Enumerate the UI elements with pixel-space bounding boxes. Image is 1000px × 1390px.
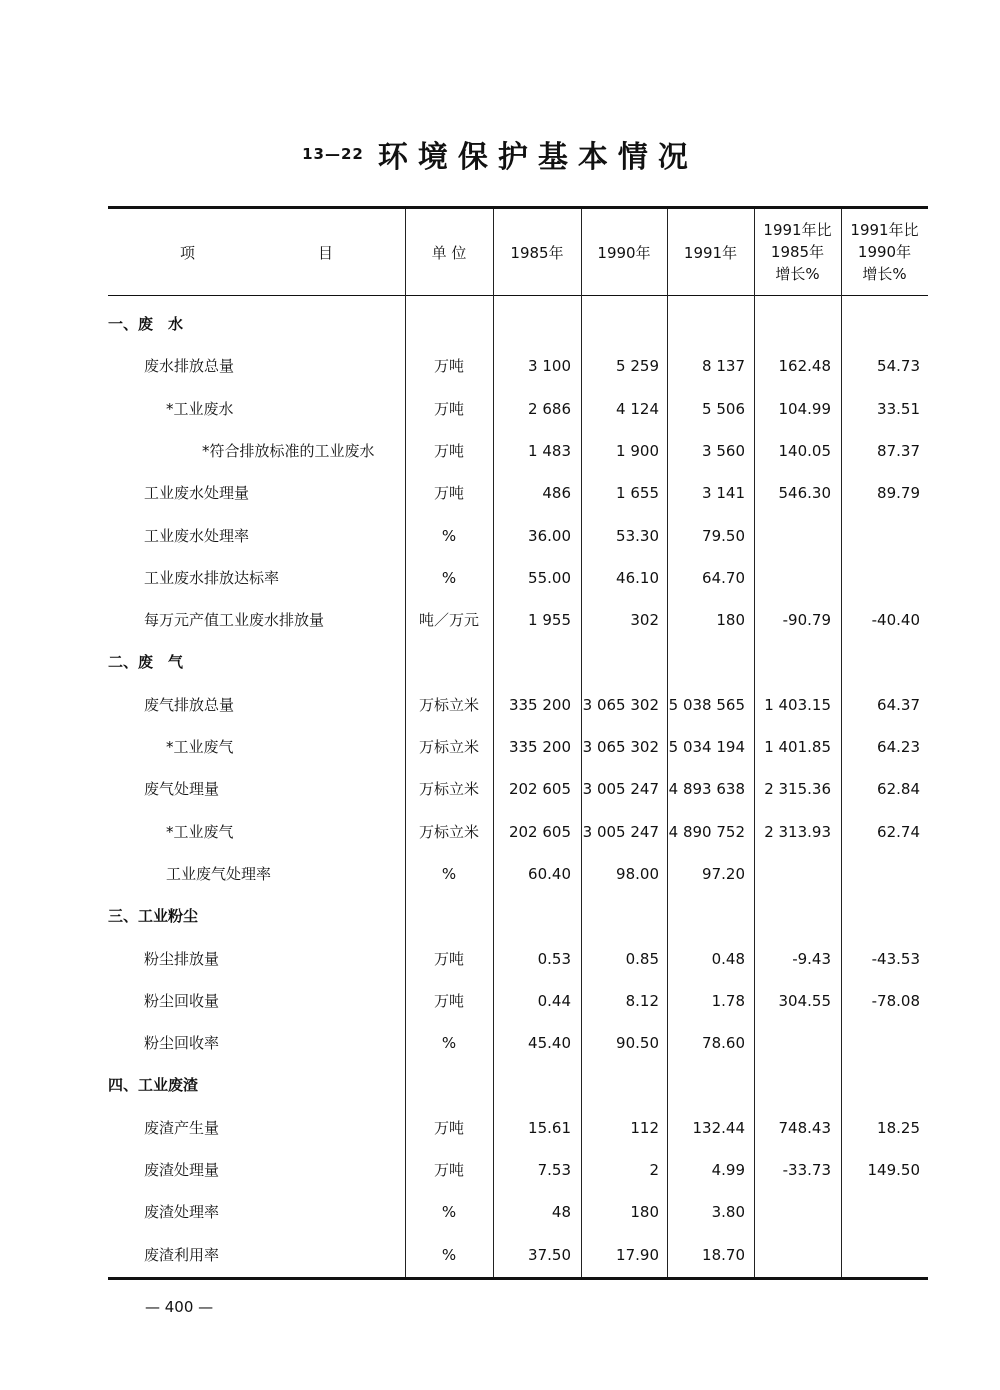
value-1985: 55.00 bbox=[528, 568, 571, 587]
row-unit: 万吨 bbox=[433, 1118, 464, 1137]
row-label: *工业废气 bbox=[166, 738, 234, 756]
growth-vs-1985: 2 315.36 bbox=[764, 780, 831, 799]
growth-vs-1990: 89.79 bbox=[877, 484, 920, 503]
value-1991: 5 034 194 bbox=[668, 738, 745, 756]
header-1985: 1985年 bbox=[510, 243, 564, 262]
row-unit: % bbox=[441, 526, 457, 545]
value-1985: 36.00 bbox=[528, 526, 571, 545]
growth-vs-1985: 304.55 bbox=[778, 991, 831, 1010]
row-label: 废水排放总量 bbox=[144, 357, 235, 376]
header-growth-1985 bbox=[754, 209, 841, 295]
growth-vs-1990: 33.51 bbox=[877, 399, 920, 418]
header-growth-1990-line: 1990年 bbox=[857, 243, 912, 261]
row-unit: 万标立米 bbox=[418, 780, 479, 799]
growth-vs-1990: 54.73 bbox=[877, 357, 920, 376]
value-1990: 98.00 bbox=[616, 864, 659, 883]
page-title bbox=[0, 132, 1000, 176]
value-1991: 5 506 bbox=[702, 399, 745, 418]
row-unit: 万吨 bbox=[433, 991, 464, 1010]
value-1985: 45.40 bbox=[528, 1034, 571, 1053]
row-unit: % bbox=[441, 864, 457, 883]
growth-vs-1990: 62.84 bbox=[877, 780, 920, 799]
row-label: *工业废气 bbox=[166, 822, 234, 841]
value-1990: 2 bbox=[649, 1161, 659, 1179]
header-growth-1985-line: 1985年 bbox=[770, 243, 825, 261]
growth-vs-1985: 1 403.15 bbox=[764, 695, 831, 714]
growth-vs-1985: -33.73 bbox=[782, 1161, 831, 1179]
row-unit: 吨／万元 bbox=[418, 611, 479, 630]
value-1991: 3 141 bbox=[702, 484, 745, 503]
table-row bbox=[108, 811, 928, 853]
table-row bbox=[108, 345, 928, 387]
row-label: 工业废水排放达标率 bbox=[144, 568, 280, 587]
table-row bbox=[108, 599, 928, 641]
value-1990: 53.30 bbox=[616, 526, 659, 545]
row-unit: % bbox=[441, 1245, 457, 1264]
value-1991: 4 890 752 bbox=[668, 822, 745, 841]
row-unit: 万标立米 bbox=[418, 738, 479, 756]
growth-vs-1985: 2 313.93 bbox=[764, 822, 831, 841]
value-1985: 1 955 bbox=[528, 611, 571, 630]
value-1985: 48 bbox=[551, 1203, 571, 1222]
row-unit: % bbox=[441, 568, 457, 587]
growth-vs-1985: 1 401.85 bbox=[764, 738, 831, 756]
row-label: 一、废 水 bbox=[108, 315, 184, 333]
value-1985: 202 605 bbox=[508, 822, 571, 841]
value-1991: 79.50 bbox=[702, 526, 745, 545]
table-bottom-rule bbox=[108, 1277, 928, 1280]
table-row bbox=[108, 684, 928, 726]
header-growth-1985-line: 增长% bbox=[775, 265, 820, 283]
value-1991: 78.60 bbox=[702, 1034, 745, 1053]
value-1985: 1 483 bbox=[528, 441, 571, 460]
value-1985: 60.40 bbox=[528, 864, 571, 883]
value-1991: 8 137 bbox=[702, 357, 745, 376]
section-row bbox=[108, 641, 928, 683]
row-label: 废气处理量 bbox=[144, 780, 220, 799]
value-1991: 97.20 bbox=[702, 864, 745, 883]
value-1990: 8.12 bbox=[625, 991, 659, 1010]
value-1985: 335 200 bbox=[508, 738, 571, 756]
value-1990: 0.85 bbox=[625, 949, 659, 968]
value-1985: 3 100 bbox=[528, 357, 571, 376]
value-1990: 5 259 bbox=[616, 357, 659, 376]
table-row bbox=[108, 1191, 928, 1233]
value-1990: 4 124 bbox=[616, 399, 659, 418]
table-row bbox=[108, 1149, 928, 1191]
value-1985: 335 200 bbox=[508, 695, 571, 714]
row-unit: 万标立米 bbox=[418, 695, 479, 714]
table-row bbox=[108, 515, 928, 557]
table-row bbox=[108, 1022, 928, 1064]
growth-vs-1985: -9.43 bbox=[792, 949, 831, 968]
header-item bbox=[108, 209, 405, 295]
growth-vs-1990: 87.37 bbox=[877, 441, 920, 460]
row-unit: 万吨 bbox=[433, 399, 464, 418]
value-1991: 180 bbox=[716, 611, 745, 630]
table-row bbox=[108, 1234, 928, 1276]
value-1985: 37.50 bbox=[528, 1245, 571, 1264]
value-1985: 0.44 bbox=[537, 991, 571, 1010]
row-label: 粉尘回收率 bbox=[144, 1034, 220, 1053]
header-rule bbox=[108, 295, 928, 296]
row-label: 三、工业粉尘 bbox=[108, 907, 199, 926]
table-row bbox=[108, 853, 928, 895]
row-label: 二、废 气 bbox=[108, 653, 184, 672]
value-1990: 3 005 247 bbox=[582, 780, 659, 799]
growth-vs-1985: -90.79 bbox=[782, 611, 831, 630]
header-1990: 1990年 bbox=[597, 243, 651, 262]
row-label: 工业废水处理率 bbox=[144, 526, 250, 545]
header-1991: 1991年 bbox=[683, 243, 738, 262]
table-row bbox=[108, 980, 928, 1022]
header-item-right: 目 bbox=[317, 243, 333, 262]
row-label: 废渣处理量 bbox=[144, 1161, 220, 1179]
row-unit: 万吨 bbox=[433, 484, 464, 503]
value-1991: 64.70 bbox=[702, 568, 745, 587]
value-1990: 90.50 bbox=[616, 1034, 659, 1053]
section-row bbox=[108, 895, 928, 937]
value-1990: 3 065 302 bbox=[582, 695, 659, 714]
row-label: 废渣产生量 bbox=[144, 1118, 220, 1137]
value-1991: 3.80 bbox=[711, 1203, 745, 1222]
row-label: *工业废水 bbox=[166, 399, 234, 418]
growth-vs-1990: -78.08 bbox=[871, 991, 920, 1010]
value-1985: 0.53 bbox=[537, 949, 571, 968]
table-row bbox=[108, 768, 928, 810]
row-label: 粉尘排放量 bbox=[144, 949, 220, 968]
header-item-left: 项 bbox=[180, 243, 196, 262]
header-growth-1990 bbox=[841, 209, 928, 295]
value-1990: 3 065 302 bbox=[582, 738, 659, 756]
table-row bbox=[108, 1107, 928, 1149]
table-number: 13—22 bbox=[302, 145, 364, 163]
growth-vs-1985: 162.48 bbox=[778, 357, 831, 376]
row-unit: 万吨 bbox=[433, 357, 464, 376]
table-row bbox=[108, 557, 928, 599]
section-row bbox=[108, 303, 928, 345]
value-1991: 0.48 bbox=[711, 949, 745, 968]
value-1990: 17.90 bbox=[616, 1245, 659, 1264]
row-label: 每万元产值工业废水排放量 bbox=[144, 611, 325, 630]
table-row bbox=[108, 472, 928, 514]
value-1991: 1.78 bbox=[711, 991, 745, 1010]
value-1990: 180 bbox=[630, 1203, 659, 1222]
section-row bbox=[108, 1064, 928, 1106]
row-label: 粉尘回收量 bbox=[144, 991, 220, 1010]
value-1991: 3 560 bbox=[702, 441, 745, 460]
row-unit: % bbox=[441, 1203, 457, 1222]
header-growth-1990-line: 增长% bbox=[862, 265, 907, 283]
page-number: — 400 — bbox=[145, 1298, 214, 1316]
value-1991: 4.99 bbox=[711, 1161, 745, 1179]
table-row bbox=[108, 388, 928, 430]
value-1985: 2 686 bbox=[528, 399, 571, 418]
table-row bbox=[108, 726, 928, 768]
title-text: 环境保护基本情况 bbox=[377, 140, 698, 175]
row-label: 工业废水处理量 bbox=[144, 484, 250, 503]
growth-vs-1990: -43.53 bbox=[871, 949, 920, 968]
value-1985: 486 bbox=[542, 484, 571, 503]
value-1990: 302 bbox=[630, 611, 659, 630]
row-label: 四、工业废渣 bbox=[108, 1076, 199, 1095]
value-1990: 1 900 bbox=[616, 441, 659, 460]
row-unit: 万标立米 bbox=[418, 822, 479, 841]
header-unit: 单 位 bbox=[431, 243, 467, 262]
table-row bbox=[108, 430, 928, 472]
row-unit: % bbox=[441, 1034, 457, 1053]
value-1991: 132.44 bbox=[692, 1118, 745, 1137]
header-growth-1990-line: 1991年比 bbox=[850, 221, 919, 239]
header-growth-1985-line: 1991年比 bbox=[763, 221, 832, 239]
row-label: *符合排放标准的工业废水 bbox=[202, 441, 375, 460]
row-label: 工业废气处理率 bbox=[166, 864, 272, 883]
growth-vs-1990: 64.37 bbox=[877, 695, 920, 714]
value-1985: 7.53 bbox=[537, 1161, 571, 1179]
row-label: 废气排放总量 bbox=[144, 695, 235, 714]
value-1991: 4 893 638 bbox=[668, 780, 745, 799]
row-label: 废渣利用率 bbox=[144, 1245, 220, 1264]
growth-vs-1985: 748.43 bbox=[778, 1118, 831, 1137]
growth-vs-1990: 62.74 bbox=[877, 822, 920, 841]
growth-vs-1985: 546.30 bbox=[778, 484, 831, 503]
row-unit: 万吨 bbox=[433, 441, 464, 460]
growth-vs-1985: 140.05 bbox=[778, 441, 831, 460]
growth-vs-1990: 149.50 bbox=[867, 1161, 920, 1179]
value-1985: 15.61 bbox=[528, 1118, 571, 1137]
row-unit: 万吨 bbox=[433, 949, 464, 968]
row-unit: 万吨 bbox=[433, 1161, 464, 1179]
value-1990: 1 655 bbox=[616, 484, 659, 503]
row-label: 废渣处理率 bbox=[144, 1203, 220, 1222]
value-1985: 202 605 bbox=[508, 780, 571, 799]
growth-vs-1985: 104.99 bbox=[778, 399, 831, 418]
value-1990: 46.10 bbox=[616, 568, 659, 587]
value-1990: 3 005 247 bbox=[582, 822, 659, 841]
table-row bbox=[108, 938, 928, 980]
value-1991: 5 038 565 bbox=[668, 695, 745, 714]
stats-table bbox=[108, 206, 928, 1280]
value-1990: 112 bbox=[630, 1118, 659, 1137]
growth-vs-1990: 64.23 bbox=[877, 738, 920, 756]
value-1991: 18.70 bbox=[702, 1245, 745, 1264]
growth-vs-1990: -40.40 bbox=[871, 611, 920, 630]
growth-vs-1990: 18.25 bbox=[877, 1118, 920, 1137]
